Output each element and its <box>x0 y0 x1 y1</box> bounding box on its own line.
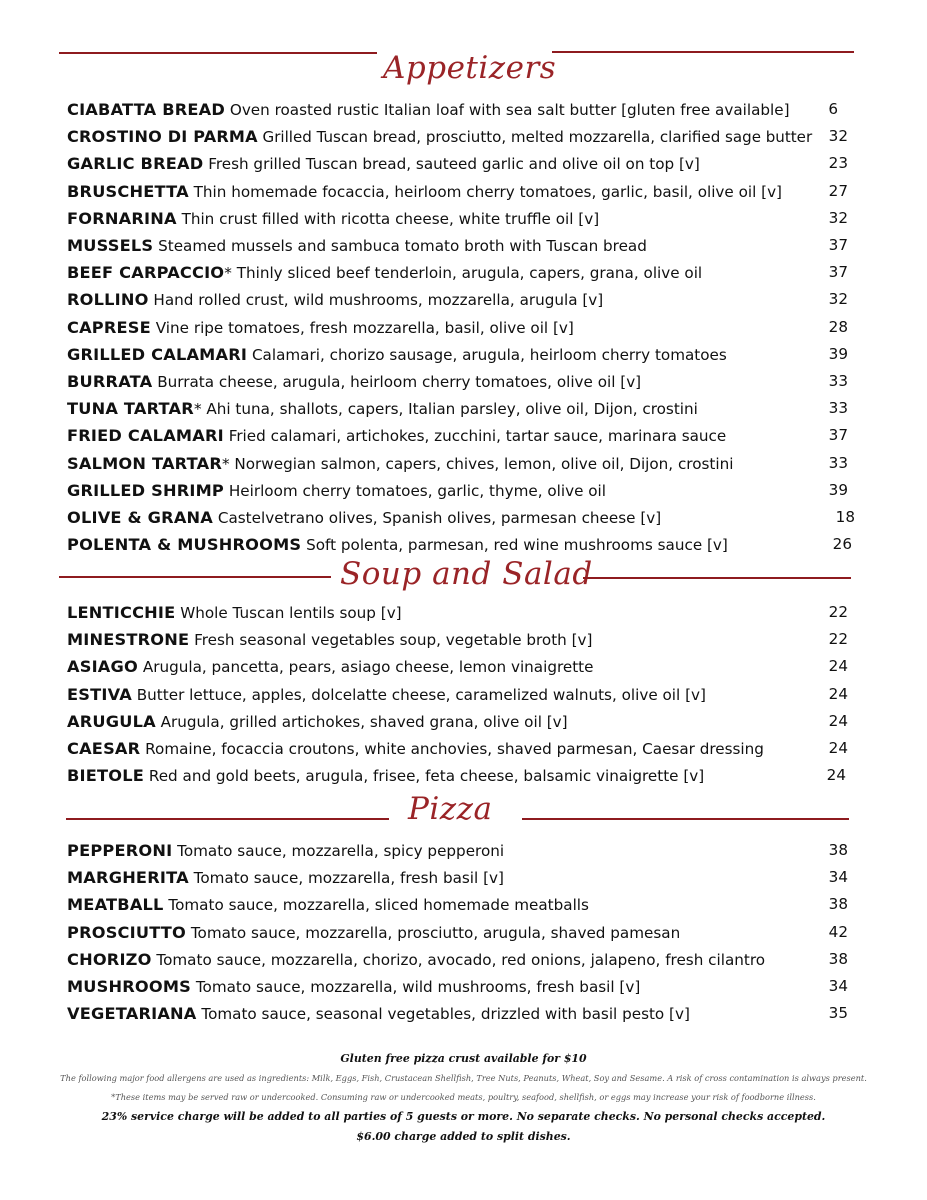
menu-item-name: PEPPERONI <box>67 841 173 860</box>
menu-item-price: 33 <box>828 399 848 418</box>
menu-item-text <box>67 708 568 736</box>
menu-item-description: Tomato sauce, mozzarella, chorizo, avocado, red onions, jalapeno, fresh cilantro <box>156 950 766 969</box>
menu-item-name: VEGETARIANA <box>67 1004 197 1024</box>
menu-item-text <box>67 681 706 709</box>
menu-item-description: Soft polenta, parmesan, red wine mushrooms sauce [v] <box>306 536 728 555</box>
menu-item-name: FORNARINA <box>67 208 177 228</box>
menu-item-name: BURRATA <box>67 372 153 391</box>
menu-item <box>0 150 927 177</box>
menu-item-name: CHORIZO <box>67 949 152 969</box>
menu-item-text <box>67 395 698 423</box>
menu-item-text <box>67 762 704 790</box>
menu-item <box>0 232 927 259</box>
menu-item <box>0 864 927 891</box>
menu-item <box>0 422 927 449</box>
menu-item <box>0 477 927 504</box>
menu-item-description: Red and gold beets, arugula, frisee, feta cheese, balsamic vinaigrette [v] <box>148 767 705 786</box>
menu-item-description: Arugula, grilled artichokes, shaved grana, olive oil [v] <box>160 712 568 731</box>
menu-item-description: Tomato sauce, mozzarella, spicy pepperoni <box>177 842 505 860</box>
menu-item <box>0 368 927 395</box>
menu-item-price: 37 <box>828 426 848 445</box>
menu-item-text <box>67 368 641 396</box>
menu-item-description: Calamari, chorizo sausage, arugula, heirloom cherry tomatoes <box>251 345 727 364</box>
menu-item <box>0 314 927 341</box>
divider-line <box>59 52 377 54</box>
service-charge-note: 23% service charge will be added to all parties of 5 guests or more. No separate checks. No personal checks accepted. <box>101 1110 826 1123</box>
footer-notes <box>0 1049 927 1147</box>
menu-item-price: 22 <box>828 630 848 649</box>
menu-item-text <box>67 864 504 892</box>
menu-item-description: Butter lettuce, apples, dolcelatte cheese, caramelized walnuts, olive oil [v] <box>136 685 706 704</box>
menu-item <box>0 341 927 368</box>
menu-item <box>0 762 927 789</box>
menu-item <box>0 1000 927 1027</box>
menu-item-name: MEATBALL <box>67 895 164 915</box>
menu-item <box>0 626 927 653</box>
divider-line <box>583 577 851 579</box>
menu-item-text <box>67 205 599 233</box>
menu-item <box>0 205 927 232</box>
menu-item-name: ARUGULA <box>67 711 156 731</box>
menu-item-name: MUSSELS <box>67 236 154 255</box>
divider-line <box>522 818 849 820</box>
menu-item-name: MINESTRONE <box>67 630 190 650</box>
menu-item-description: Tomato sauce, seasonal vegetables, drizzled with basil pesto [v] <box>201 1005 690 1024</box>
menu-item-price: 26 <box>832 535 852 554</box>
raw-warning-note: *These items may be served raw or undercooked. Consuming raw or undercooked meats, poultry, seafood, shellfish, or eggs may increase your risk of foodborne illness. <box>111 1092 816 1102</box>
menu-item <box>0 837 927 864</box>
menu-item-price: 22 <box>828 603 848 621</box>
menu-item-price: 33 <box>828 453 848 472</box>
menu-item-description: Fried calamari, artichokes, zucchini, tartar sauce, marinara sauce <box>228 427 727 446</box>
menu-item-name: GARLIC BREAD <box>67 154 204 174</box>
menu-item-price: 33 <box>828 372 848 390</box>
menu-item <box>0 450 927 477</box>
menu-item-price: 18 <box>835 508 855 526</box>
menu-item-text <box>67 450 733 478</box>
menu-item-description: Thin crust filled with ricotta cheese, white truffle oil [v] <box>181 209 600 228</box>
menu-item-text <box>67 1000 690 1028</box>
menu-item <box>0 123 927 150</box>
menu-item-name: BEEF CARPACCIO <box>67 263 225 283</box>
menu-item <box>0 681 927 708</box>
menu-item-price: 39 <box>828 344 848 363</box>
menu-item-price: 35 <box>828 1004 848 1023</box>
menu-item-name: SALMON TARTAR <box>67 453 222 473</box>
menu-item-price: 37 <box>828 236 848 254</box>
menu-item-name: FRIED CALAMARI <box>67 426 224 446</box>
menu-item-name: BRUSCHETTA <box>67 181 189 201</box>
menu-item-price: 28 <box>828 317 848 336</box>
menu-item-description: Whole Tuscan lentils soup [v] <box>180 604 402 622</box>
menu-item-name: MUSHROOMS <box>67 977 192 996</box>
menu-item <box>0 919 927 946</box>
menu-item-name: BIETOLE <box>67 766 144 786</box>
menu-item-price: 24 <box>828 684 848 703</box>
menu-item-text <box>67 123 812 151</box>
menu-item <box>0 286 927 313</box>
menu-item-text <box>67 178 782 206</box>
menu-item-name: LENTICCHIE <box>67 603 176 622</box>
menu-item-text <box>67 653 593 681</box>
divider-line <box>66 818 389 820</box>
pizza-header <box>0 789 927 829</box>
menu-item-price: 32 <box>828 290 848 309</box>
menu-item-description: Tomato sauce, mozzarella, wild mushrooms, fresh basil [v] <box>195 978 641 996</box>
menu-item-description: Thin homemade focaccia, heirloom cherry tomatoes, garlic, basil, olive oil [v] <box>193 182 782 201</box>
menu-item-text <box>67 286 603 314</box>
menu-item-description: Grilled Tuscan bread, prosciutto, melted mozzarella, clarified sage butter <box>262 128 813 147</box>
menu-item <box>0 504 927 531</box>
menu-item-text <box>67 232 647 260</box>
menu-item-text <box>67 919 680 947</box>
soup-salad-header <box>0 554 927 594</box>
menu-item-description: * Norwegian salmon, capers, chives, lemon, olive oil, Dijon, crostini <box>221 454 734 473</box>
section-title-pizza: Pizza <box>408 791 493 827</box>
menu-item-description: Hand rolled crust, wild mushrooms, mozzarella, arugula [v] <box>153 291 604 310</box>
menu-item-price: 32 <box>828 127 848 146</box>
menu-item-description: Castelvetrano olives, Spanish olives, parmesan cheese [v] <box>217 509 662 527</box>
menu-item-price: 42 <box>828 922 848 941</box>
menu-item-name: POLENTA & MUSHROOMS <box>67 535 302 555</box>
menu-item-description: * Ahi tuna, shallots, capers, Italian parsley, olive oil, Dijon, crostini <box>193 400 698 419</box>
menu-item-name: TUNA TARTAR <box>67 399 194 419</box>
menu-item-text <box>67 341 727 369</box>
menu-item-text <box>67 259 702 287</box>
menu-item <box>0 708 927 735</box>
menu-item-text <box>67 314 574 342</box>
menu-item-description: Arugula, pancetta, pears, asiago cheese, lemon vinaigrette <box>142 658 594 677</box>
menu-item-price: 37 <box>828 263 848 282</box>
menu-item-name: PROSCIUTTO <box>67 922 187 942</box>
menu-item-name: MARGHERITA <box>67 868 189 888</box>
menu-item-text <box>67 150 700 178</box>
menu-item <box>0 599 927 626</box>
menu-item-description: Oven roasted rustic Italian loaf with sea salt butter [gluten free available] <box>229 101 790 119</box>
menu-item-price: 24 <box>828 711 848 730</box>
menu-item-text <box>67 477 606 505</box>
menu-item-description: * Thinly sliced beef tenderloin, arugula, capers, grana, olive oil <box>224 264 703 283</box>
menu-item-price: 24 <box>826 766 846 785</box>
menu-item-text <box>67 837 504 865</box>
menu-item-price: 27 <box>828 181 848 200</box>
allergen-note: The following major food allergens are used as ingredients: Milk, Eggs, Fish, Crustacean Shellfish, Tree Nuts, Peanuts, Wheat, Soy and Sesame. A risk of cross contamination is always present. <box>60 1073 867 1083</box>
menu-item <box>0 395 927 422</box>
menu-item-name: CROSTINO DI PARMA <box>67 127 258 147</box>
menu-item-text <box>67 422 726 450</box>
menu-item-name: GRILLED CALAMARI <box>67 344 248 364</box>
menu-item <box>0 891 927 918</box>
menu-item-price: 38 <box>828 895 848 914</box>
menu-item-text <box>67 891 589 919</box>
appetizers-header <box>0 48 927 88</box>
menu-item <box>0 653 927 680</box>
menu-item-text <box>67 735 764 763</box>
menu-item <box>0 946 927 973</box>
menu-item-name: ROLLINO <box>67 290 149 310</box>
menu-item-price: 34 <box>828 868 848 887</box>
menu-item-description: Tomato sauce, mozzarella, sliced homemade meatballs <box>168 896 589 915</box>
menu-item-description: Fresh seasonal vegetables soup, vegetable broth [v] <box>194 631 593 650</box>
menu-item-name: ASIAGO <box>67 657 138 677</box>
divider-line <box>552 51 854 53</box>
menu-item-description: Tomato sauce, mozzarella, prosciutto, arugula, shaved pamesan <box>190 923 681 942</box>
divider-line <box>59 576 331 578</box>
menu-item <box>0 973 927 1000</box>
menu-item-price: 38 <box>828 949 848 968</box>
section-title-soup-salad: Soup and Salad <box>340 556 593 592</box>
menu-item <box>0 259 927 286</box>
split-charge-note: $6.00 charge added to split dishes. <box>356 1130 571 1143</box>
menu-item-text <box>67 599 402 627</box>
menu-item-name: OLIVE & GRANA <box>67 508 214 527</box>
menu-item-name: ESTIVA <box>67 684 132 704</box>
menu-item <box>0 735 927 762</box>
menu-item-price: 24 <box>828 739 848 757</box>
menu-item-price: 34 <box>828 977 848 995</box>
menu-item-text <box>67 96 790 124</box>
menu-item-description: Vine ripe tomatoes, fresh mozzarella, basil, olive oil [v] <box>155 318 574 337</box>
menu-item-text <box>67 626 592 654</box>
section-title-appetizers: Appetizers <box>383 50 557 86</box>
menu-item-description: Burrata cheese, arugula, heirloom cherry tomatoes, olive oil [v] <box>157 373 642 391</box>
menu-item-description: Romaine, focaccia croutons, white anchovies, shaved parmesan, Caesar dressing <box>145 740 764 758</box>
menu-item-name: CIABATTA BREAD <box>67 100 226 119</box>
menu-item-name: CAPRESE <box>67 317 151 337</box>
menu-item-description: Heirloom cherry tomatoes, garlic, thyme, olive oil <box>228 481 606 500</box>
menu-item <box>0 178 927 205</box>
menu-item-text <box>67 946 765 974</box>
menu-item-price: 39 <box>828 480 848 499</box>
menu-item-description: Fresh grilled Tuscan bread, sauteed garlic and olive oil on top [v] <box>208 155 700 174</box>
menu-item-price: 32 <box>828 208 848 227</box>
menu-item <box>0 96 927 123</box>
menu-item-text <box>67 973 640 1001</box>
menu-item-text <box>67 504 661 532</box>
menu-item-price: 38 <box>828 841 848 859</box>
menu-item-description: Steamed mussels and sambuca tomato broth with Tuscan bread <box>158 237 647 255</box>
gluten-free-note: Gluten free pizza crust available for $10 <box>340 1052 587 1065</box>
menu-item-name: GRILLED SHRIMP <box>67 480 225 500</box>
menu-item-price: 6 <box>828 100 838 118</box>
menu-item-price: 24 <box>828 657 848 676</box>
menu-item-name: CAESAR <box>67 739 141 758</box>
menu-item-price: 23 <box>828 154 848 173</box>
menu-item-description: Tomato sauce, mozzarella, fresh basil [v] <box>193 869 504 888</box>
